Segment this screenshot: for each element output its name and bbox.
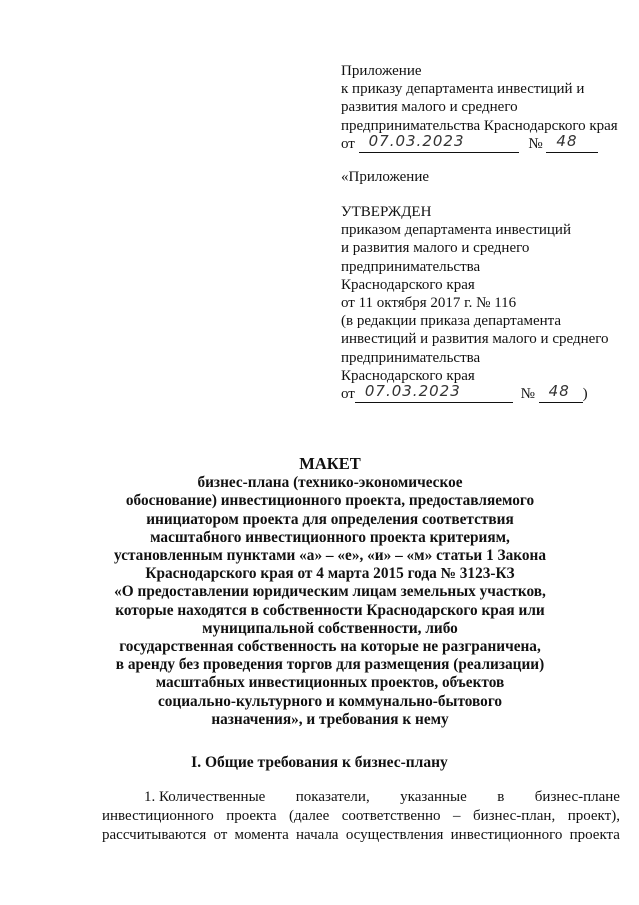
approved-line: приказом департамента инвестиций xyxy=(341,222,571,239)
title-line: Краснодарского края от 4 марта 2015 года № 3123-КЗ xyxy=(145,565,515,583)
approved-block xyxy=(341,203,631,403)
approved-line: от 11 октября 2017 г. № 116 xyxy=(341,295,517,312)
approved-line: предпринимательства xyxy=(341,349,481,366)
approved-line: предпринимательства xyxy=(341,258,481,275)
title-line: масштабных инвестиционных проектов, объектов xyxy=(155,674,505,692)
word: проект), xyxy=(567,808,620,824)
word: соответственно xyxy=(341,808,441,824)
word: указанные xyxy=(400,789,467,805)
title-line: инициатором проекта для определения соответствия xyxy=(146,510,514,528)
handwritten-number: 48 xyxy=(548,382,570,401)
number-label: № xyxy=(520,386,535,403)
word: момента xyxy=(234,827,289,843)
handwritten-number: 48 xyxy=(556,132,578,151)
approved-heading: УТВЕРЖДЕН xyxy=(341,204,432,220)
paragraph-line xyxy=(102,788,620,807)
title-line: обоснование) инвестиционного проекта, предоставляемого xyxy=(125,492,535,510)
word: инвестиционного xyxy=(102,808,214,824)
document-title xyxy=(100,455,560,729)
number-field xyxy=(539,382,583,403)
word: инвестиционного xyxy=(450,827,563,843)
paragraph-line xyxy=(102,807,620,826)
date-field xyxy=(355,382,513,403)
approved-line: Краснодарского края xyxy=(341,367,475,384)
title-line: бизнес-плана (технико-экономическое xyxy=(197,474,463,492)
closing-paren: ) xyxy=(582,386,588,403)
annex-line: предпринимательства Краснодарского края xyxy=(341,117,618,134)
handwritten-date: 07.03.2023 xyxy=(364,382,461,401)
paragraph-1 xyxy=(102,788,620,845)
title-line: государственная собственность на которые не разграничена, xyxy=(119,638,541,656)
approved-line: инвестиций и развития малого и среднего xyxy=(341,331,609,348)
word: проекта xyxy=(226,808,277,824)
word: от xyxy=(213,827,228,843)
section-heading: I. Общие требования к бизнес-плану xyxy=(191,754,448,771)
paragraph-line xyxy=(102,826,620,845)
annex-title: Приложение xyxy=(341,63,422,79)
title-line: социально-культурного и коммунально-бытового xyxy=(157,692,503,710)
approved-date-line xyxy=(341,382,631,403)
annex-date-line xyxy=(341,132,631,153)
word: проекта xyxy=(569,827,620,843)
word: 1. Количественные xyxy=(144,789,266,805)
title-line: масштабного инвестиционного проекта критериям, xyxy=(150,528,510,546)
approved-line: (в редакции приказа департамента xyxy=(341,313,562,330)
number-label: № xyxy=(528,135,543,152)
quote-open: «Приложение xyxy=(341,169,430,185)
word: осуществления xyxy=(345,827,444,843)
word: бизнес-плане xyxy=(534,789,620,805)
title-line: установленным пунктами «а» – «е», «и» – «м» статьи 1 Закона xyxy=(114,547,546,565)
title-line: в аренду без проведения торгов для размещения (реализации) xyxy=(115,656,545,674)
title-line: назначения», и требования к нему xyxy=(211,710,449,728)
approved-line: и развития малого и среднего xyxy=(341,240,530,257)
word: рассчитываются xyxy=(102,827,207,843)
word: (далее xyxy=(289,808,330,824)
word: начала xyxy=(296,827,339,843)
approved-line: Краснодарского края xyxy=(341,276,475,293)
word: в xyxy=(497,789,505,805)
annex-line: к приказу департамента инвестиций и xyxy=(341,81,585,98)
title-maket: МАКЕТ xyxy=(299,454,361,473)
date-field xyxy=(359,132,519,153)
annex-line: развития малого и среднего xyxy=(341,99,518,116)
from-label: от xyxy=(341,386,355,403)
title-line: «О предоставлении юридическим лицам земельных участков, xyxy=(114,583,546,601)
word: бизнес-план, xyxy=(472,808,556,824)
from-label: от xyxy=(341,135,355,152)
title-line: муниципальной собственности, либо xyxy=(202,619,458,637)
annex-header xyxy=(341,62,631,153)
word: – xyxy=(453,808,461,824)
handwritten-date: 07.03.2023 xyxy=(368,132,465,151)
number-field xyxy=(546,132,598,153)
word: показатели, xyxy=(295,789,370,805)
title-line: которые находятся в собственности Краснодарского края или xyxy=(115,601,545,619)
